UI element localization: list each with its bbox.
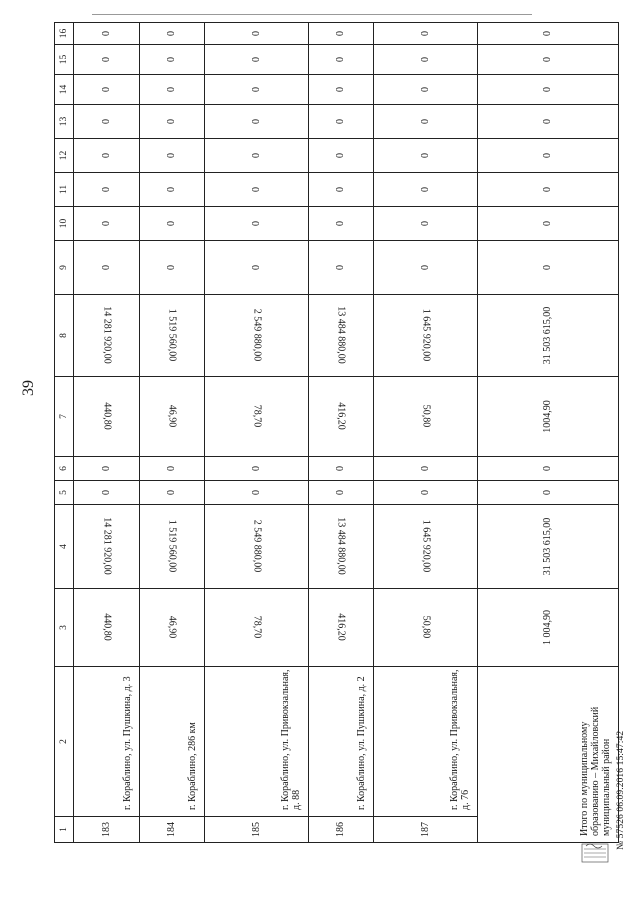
cell-c13: 0 xyxy=(139,105,205,139)
cell-c10: 0 xyxy=(139,207,205,241)
column-header-5: 5 xyxy=(55,481,74,505)
cell-c3: 46,90 xyxy=(139,589,205,667)
total-cell-c10: 0 xyxy=(477,207,618,241)
column-header-10: 10 xyxy=(55,207,74,241)
cell-c5: 0 xyxy=(374,481,477,505)
cell-c5: 0 xyxy=(205,481,308,505)
table-row xyxy=(374,23,477,843)
total-cell-c3: 1 004,90 xyxy=(477,589,618,667)
cell-c13: 0 xyxy=(308,105,374,139)
cell-c10: 0 xyxy=(374,207,477,241)
cell-c13: 0 xyxy=(74,105,140,139)
column-header-13: 13 xyxy=(55,105,74,139)
cell-c4: 2 549 880,00 xyxy=(205,505,308,589)
cell-c13: 0 xyxy=(205,105,308,139)
cell-c11: 0 xyxy=(74,173,140,207)
cell-c12: 0 xyxy=(374,139,477,173)
cell-c8: 1 645 920,00 xyxy=(374,295,477,377)
cell-c7: 416,20 xyxy=(308,377,374,457)
column-header-15: 15 xyxy=(55,45,74,75)
cell-c14: 0 xyxy=(374,75,477,105)
column-header-2: 2 xyxy=(55,667,74,817)
cell-c11: 0 xyxy=(139,173,205,207)
page-number: 39 xyxy=(20,380,37,396)
cell-c14: 0 xyxy=(205,75,308,105)
cell-c2: г. Кораблино, 286 км xyxy=(139,667,205,817)
total-cell-c12: 0 xyxy=(477,139,618,173)
cell-c1: 185 xyxy=(205,817,308,843)
column-header-9: 9 xyxy=(55,241,74,295)
cell-c3: 416,20 xyxy=(308,589,374,667)
cell-c15: 0 xyxy=(74,45,140,75)
cell-c15: 0 xyxy=(205,45,308,75)
cell-c9: 0 xyxy=(374,241,477,295)
table-row xyxy=(139,23,205,843)
table-row xyxy=(74,23,140,843)
cell-c6: 0 xyxy=(139,457,205,481)
cell-c1: 187 xyxy=(374,817,477,843)
cell-c6: 0 xyxy=(205,457,308,481)
column-header-16: 16 xyxy=(55,23,74,45)
total-label: Итого по муниципальному образованию – Михайловский муниципальный район xyxy=(477,667,618,843)
cell-c8: 1 519 560,00 xyxy=(139,295,205,377)
cell-c8: 14 281 920,00 xyxy=(74,295,140,377)
cell-c4: 14 281 920,00 xyxy=(74,505,140,589)
cell-c1: 183 xyxy=(74,817,140,843)
cell-c16: 0 xyxy=(139,23,205,45)
total-cell-c5: 0 xyxy=(477,481,618,505)
cell-c6: 0 xyxy=(74,457,140,481)
cell-c7: 50,80 xyxy=(374,377,477,457)
total-cell-c14: 0 xyxy=(477,75,618,105)
top-rule xyxy=(92,14,532,15)
column-header-12: 12 xyxy=(55,139,74,173)
total-cell-c8: 31 503 615,00 xyxy=(477,295,618,377)
signature-stamp-icon xyxy=(580,840,610,866)
cell-c8: 2 549 880,00 xyxy=(205,295,308,377)
column-header-8: 8 xyxy=(55,295,74,377)
cell-c1: 186 xyxy=(308,817,374,843)
cell-c16: 0 xyxy=(74,23,140,45)
total-cell-c11: 0 xyxy=(477,173,618,207)
cell-c10: 0 xyxy=(205,207,308,241)
cell-c2: г. Кораблино, ул. Пушкина, д. 2 xyxy=(308,667,374,817)
cell-c11: 0 xyxy=(205,173,308,207)
data-table-rotated xyxy=(54,23,619,843)
cell-c2: г. Кораблино, ул. Привокзальная, д. 88 xyxy=(205,667,308,817)
cell-c5: 0 xyxy=(308,481,374,505)
cell-c12: 0 xyxy=(74,139,140,173)
column-header-6: 6 xyxy=(55,457,74,481)
column-header-4: 4 xyxy=(55,505,74,589)
cell-c5: 0 xyxy=(139,481,205,505)
total-cell-c6: 0 xyxy=(477,457,618,481)
cell-c15: 0 xyxy=(374,45,477,75)
cell-c15: 0 xyxy=(308,45,374,75)
cell-c9: 0 xyxy=(205,241,308,295)
cell-c9: 0 xyxy=(74,241,140,295)
cell-c14: 0 xyxy=(139,75,205,105)
total-cell-c4: 31 503 615,00 xyxy=(477,505,618,589)
registration-stamp: № 57526 06.09.2016 15:47:42 xyxy=(616,730,626,850)
table-row xyxy=(308,23,374,843)
cell-c2: г. Кораблино, ул. Привокзальная, д. 76 xyxy=(374,667,477,817)
cell-c16: 0 xyxy=(205,23,308,45)
cell-c4: 13 484 880,00 xyxy=(308,505,374,589)
cell-c3: 440,80 xyxy=(74,589,140,667)
cell-c3: 50,80 xyxy=(374,589,477,667)
cell-c16: 0 xyxy=(374,23,477,45)
cell-c12: 0 xyxy=(308,139,374,173)
cell-c14: 0 xyxy=(308,75,374,105)
cell-c7: 46,90 xyxy=(139,377,205,457)
cell-c6: 0 xyxy=(308,457,374,481)
cell-c2: г. Кораблино, ул. Пушкина, д. 3 xyxy=(74,667,140,817)
cell-c10: 0 xyxy=(308,207,374,241)
cell-c7: 78,70 xyxy=(205,377,308,457)
cell-c14: 0 xyxy=(74,75,140,105)
cell-c3: 78,70 xyxy=(205,589,308,667)
total-cell-c15: 0 xyxy=(477,45,618,75)
cell-c6: 0 xyxy=(374,457,477,481)
total-cell-c9: 0 xyxy=(477,241,618,295)
data-table xyxy=(54,22,619,843)
cell-c5: 0 xyxy=(74,481,140,505)
cell-c1: 184 xyxy=(139,817,205,843)
cell-c9: 0 xyxy=(139,241,205,295)
cell-c12: 0 xyxy=(205,139,308,173)
cell-c11: 0 xyxy=(308,173,374,207)
total-cell-c13: 0 xyxy=(477,105,618,139)
total-cell-c7: 1004,90 xyxy=(477,377,618,457)
total-row xyxy=(477,23,618,843)
column-header-11: 11 xyxy=(55,173,74,207)
cell-c12: 0 xyxy=(139,139,205,173)
total-cell-c16: 0 xyxy=(477,23,618,45)
cell-c13: 0 xyxy=(374,105,477,139)
cell-c10: 0 xyxy=(74,207,140,241)
column-header-7: 7 xyxy=(55,377,74,457)
cell-c4: 1 519 560,00 xyxy=(139,505,205,589)
cell-c7: 440,80 xyxy=(74,377,140,457)
cell-c15: 0 xyxy=(139,45,205,75)
cell-c16: 0 xyxy=(308,23,374,45)
column-header-14: 14 xyxy=(55,75,74,105)
cell-c11: 0 xyxy=(374,173,477,207)
cell-c8: 13 484 880,00 xyxy=(308,295,374,377)
cell-c4: 1 645 920,00 xyxy=(374,505,477,589)
column-header-3: 3 xyxy=(55,589,74,667)
header-row xyxy=(55,23,74,843)
cell-c9: 0 xyxy=(308,241,374,295)
column-header-1: 1 xyxy=(55,817,74,843)
table-row xyxy=(205,23,308,843)
